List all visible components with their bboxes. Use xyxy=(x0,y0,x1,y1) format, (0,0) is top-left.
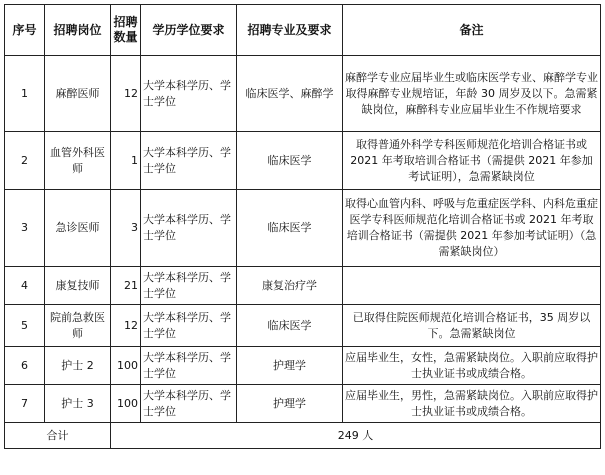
table-row xyxy=(5,347,601,385)
cell-remark: 应届毕业生，男性，急需紧缺岗位。入职前应取得护士执业证书或成绩合格。 xyxy=(343,385,601,423)
table-row xyxy=(5,56,601,132)
table-row xyxy=(5,190,601,267)
cell-count: 21 xyxy=(111,267,141,305)
cell-count: 100 xyxy=(111,347,141,385)
cell-remark: 取得心血管内科、呼吸与危重症医学科、内科危重症医学专科医师规范化培训合格证书或 2021 年考取培训合格证书（需提供 2021 年参加考试证明）（急需紧缺岗位） xyxy=(343,190,601,267)
cell-seq: 4 xyxy=(5,267,45,305)
header-count: 招聘数量 xyxy=(111,5,141,56)
cell-seq: 2 xyxy=(5,132,45,190)
cell-education: 大学本科学历、学士学位 xyxy=(141,267,237,305)
cell-major: 临床医学、麻醉学 xyxy=(237,56,343,132)
total-row xyxy=(5,423,601,449)
recruitment-table xyxy=(4,4,601,449)
cell-count: 100 xyxy=(111,385,141,423)
cell-remark: 已取得住院医师规范化培训合格证书，35 周岁以下。急需紧缺岗位 xyxy=(343,305,601,347)
table-row xyxy=(5,267,601,305)
cell-education: 大学本科学历、学士学位 xyxy=(141,132,237,190)
header-position: 招聘岗位 xyxy=(45,5,111,56)
cell-education: 大学本科学历、学士学位 xyxy=(141,385,237,423)
cell-count: 12 xyxy=(111,56,141,132)
cell-position: 康复技师 xyxy=(45,267,111,305)
cell-count: 12 xyxy=(111,305,141,347)
table-row xyxy=(5,132,601,190)
cell-remark: 麻醉学专业应届毕业生或临床医学专业、麻醉学专业取得麻醉专业规培证，年龄 30 周岁及以下。急需紧缺岗位，麻醉科专业应届毕业生不作规培要求 xyxy=(343,56,601,132)
cell-count: 1 xyxy=(111,132,141,190)
total-value: 249 人 xyxy=(111,423,601,449)
cell-seq: 1 xyxy=(5,56,45,132)
header-major: 招聘专业及要求 xyxy=(237,5,343,56)
cell-remark: 应届毕业生，女性，急需紧缺岗位。入职前应取得护士执业证书或成绩合格。 xyxy=(343,347,601,385)
cell-position: 护士 3 xyxy=(45,385,111,423)
header-remark: 备注 xyxy=(343,5,601,56)
cell-seq: 3 xyxy=(5,190,45,267)
total-label: 合计 xyxy=(5,423,111,449)
cell-position: 院前急救医师 xyxy=(45,305,111,347)
cell-position: 血管外科医师 xyxy=(45,132,111,190)
table-row xyxy=(5,305,601,347)
cell-major: 康复治疗学 xyxy=(237,267,343,305)
cell-position: 护士 2 xyxy=(45,347,111,385)
cell-remark xyxy=(343,267,601,305)
cell-position: 急诊医师 xyxy=(45,190,111,267)
cell-remark: 取得普通外科学专科医师规范化培训合格证书或 2021 年考取培训合格证书（需提供 2021 年参加考试证明），急需紧缺岗位 xyxy=(343,132,601,190)
cell-count: 3 xyxy=(111,190,141,267)
cell-seq: 7 xyxy=(5,385,45,423)
cell-education: 大学本科学历、学士学位 xyxy=(141,347,237,385)
cell-seq: 5 xyxy=(5,305,45,347)
cell-seq: 6 xyxy=(5,347,45,385)
cell-education: 大学本科学历、学士学位 xyxy=(141,305,237,347)
cell-education: 大学本科学历、学士学位 xyxy=(141,56,237,132)
cell-major: 临床医学 xyxy=(237,190,343,267)
cell-education: 大学本科学历、学士学位 xyxy=(141,190,237,267)
table-row xyxy=(5,385,601,423)
header-seq: 序号 xyxy=(5,5,45,56)
header-education: 学历学位要求 xyxy=(141,5,237,56)
cell-major: 临床医学 xyxy=(237,132,343,190)
cell-major: 护理学 xyxy=(237,347,343,385)
cell-major: 护理学 xyxy=(237,385,343,423)
cell-position: 麻醉医师 xyxy=(45,56,111,132)
header-row xyxy=(5,5,601,56)
cell-major: 临床医学 xyxy=(237,305,343,347)
